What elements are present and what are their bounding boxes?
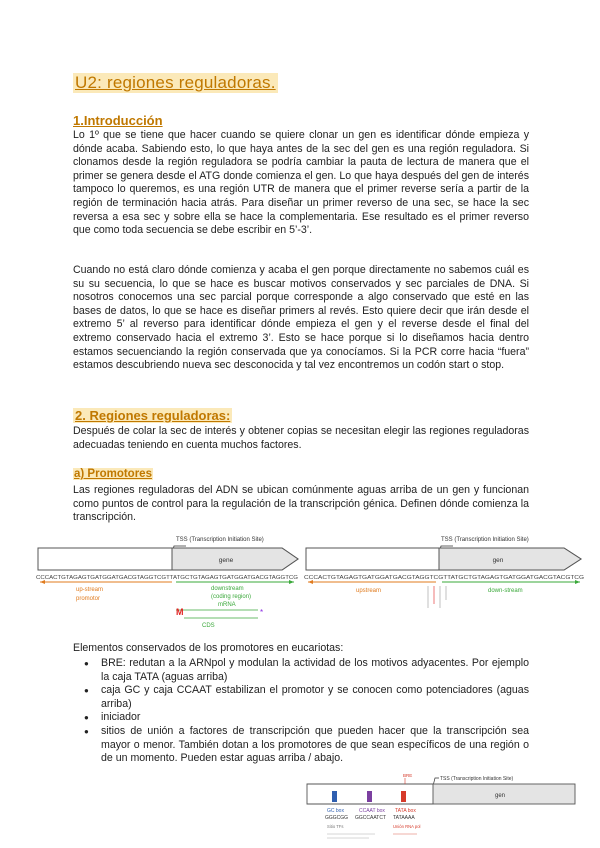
tata-box-note: Unión RNA pol [393,824,421,829]
tss-label-right: TSS (Transcription Initiation Site) [441,537,529,543]
list-item: ● iniciador [73,711,529,725]
section-heading-regiones: 2. Regiones reguladoras: [75,408,231,423]
promoter-elements-figure [305,772,580,848]
section-heading-intro: 1.Introducción [73,113,163,128]
tss-label-left: TSS (Transcription Initiation Site) [176,537,264,543]
bre-label: BRE [403,773,413,778]
mrna-label: mRNA [218,602,236,608]
regiones-paragraph: Después de colar la sec de interés y obtener copias se necesitan elegir las regiones reguladoras adecuadas teniendo en cuenta muchos factores. [73,425,529,451]
subsection-heading-promotores: a) Promotores [74,468,152,480]
elementos-list [73,657,529,766]
gene-label-right: gen [492,557,504,564]
start-codon-marker: M [176,607,184,617]
cds-label: CDS [202,623,215,629]
stop-codon-marker: * [260,608,264,617]
coding-region-label: (coding region) [211,594,252,600]
gene-label-left: gene [218,557,234,564]
figure1-right-panel [304,537,584,608]
ccaat-box-label: CCAAT box [359,808,385,814]
elementos-intro: Elementos conservados de los promotores en eucariotas: [73,642,344,654]
page-title: U2: regiones reguladoras. [75,73,276,92]
tata-box-mark [401,791,406,802]
promoter-label: promotor [76,596,101,602]
intro-paragraph-2: Cuando no está claro dónde comienza y acaba el gen porque directamente no sabemos cuál es su su secuencia, lo que se hace es buscar motivos conservados y sec parciales de DNA. Si nosotros conocemos una sec parcial porque corresponde a algo conservado que esté en las bases de datos, lo que se hace es diseñar primers al revés. Esto quiere decir que irán desde el extremo 5’ al reverso para identificar dónde empieza el gen y el reverse desde el final del extremo conservado hacia el extremo 3’. Esto se hace porque si lo diseñamos hacia dentro estamos secuenciando la región conservada que ya conocíamos. Si la PCR corre hacia “fuera” estamos descubriendo nueva sec desconocida y tal vez encontremos un codón start o stop. [73,264,529,372]
tss-label-fig2: TSS (Transcription Initiation Site) [440,776,514,782]
list-item: ● BRE: redutan a la ARNpol y modulan la actividad de los motivos adyacentes. Por ejemplo la caja TATA (aguas arriba) [73,657,529,684]
list-item: ● caja GC y caja CCAAT estabilizan el promotor y se conocen como potenciadores (aguas arriba) [73,684,529,711]
list-item: ● sitios de unión a factores de transcripción que pueden hacer que la transcripción sea mayor o menor. También dotan a los promotores de que sean específicos de una región o de un momento. Pueden estar aguas arriba / abajo. [73,725,529,766]
intro-paragraph-1: Lo 1º que se tiene que hacer cuando se quiere clonar un gen es identificar dónde empieza y dónde acaba. Sabiendo esto, lo que haya antes de la sec del gen es una región reguladora. Si clonamos desde la región reguladora se podría cambiar la pauta de lectura de manera que el primer se genera desde el ATG donde comienza el gen. Lo que haya después del gen de interés tampoco lo queremos, es una región UTR de manera que el primer reverse sería a partir de la región de terminación hacia atrás. Para diseñar un primer reverso de una sec, se hace la sec reversa a esa sec y sobre ella se hace la complementaria. Ese resultado es el primer reverso que como toda secuencia se debe escribir en 5’-3’. [73,129,529,237]
tata-box-label: TATA box [395,808,416,814]
dna-sequence-right: CCCACTGTAGAGTGATGGATGACGTAGGTCGTTATGCTGTAGAGTGATGGATGACGTACGTCG [304,575,584,581]
promotores-paragraph: Las regiones reguladoras del ADN se ubican comúnmente aguas arriba de un gen y funcionan como puntos de control para la regulación de la transcripción génica. Definen dónde comienza la transcripción. [73,484,529,524]
downstream-label-right: down-stream [488,588,523,594]
downstream-label-left: downstream [211,586,244,592]
promoter-diagram-figure [36,530,586,630]
upstream-label-right: upstream [356,588,382,594]
gc-box-mark [332,791,337,802]
gc-box-note: Sitio TFs [327,824,344,829]
promoter-arrow [307,784,445,804]
ccaat-box-mark [367,791,372,802]
tata-box-sequence: TATAAAA [393,815,415,821]
upstream-label-left: up-stream [76,587,104,593]
ccaat-box-sequence: GGCCAATCT [355,815,387,821]
gene-region-shade [172,548,298,570]
dna-sequence-left: CCCACTGTAGAGTGATGGATGACGTAGGTCGTTATGCTGTAGAGTGATGGATGACGTAGGTCG [36,575,298,581]
figure1-left-panel [36,537,298,629]
gc-box-sequence: GGGCGG [325,815,349,821]
gc-box-label: GC box [327,808,344,814]
gene-region-shade-right [439,548,581,570]
gene-label-fig2: gen [495,793,506,799]
